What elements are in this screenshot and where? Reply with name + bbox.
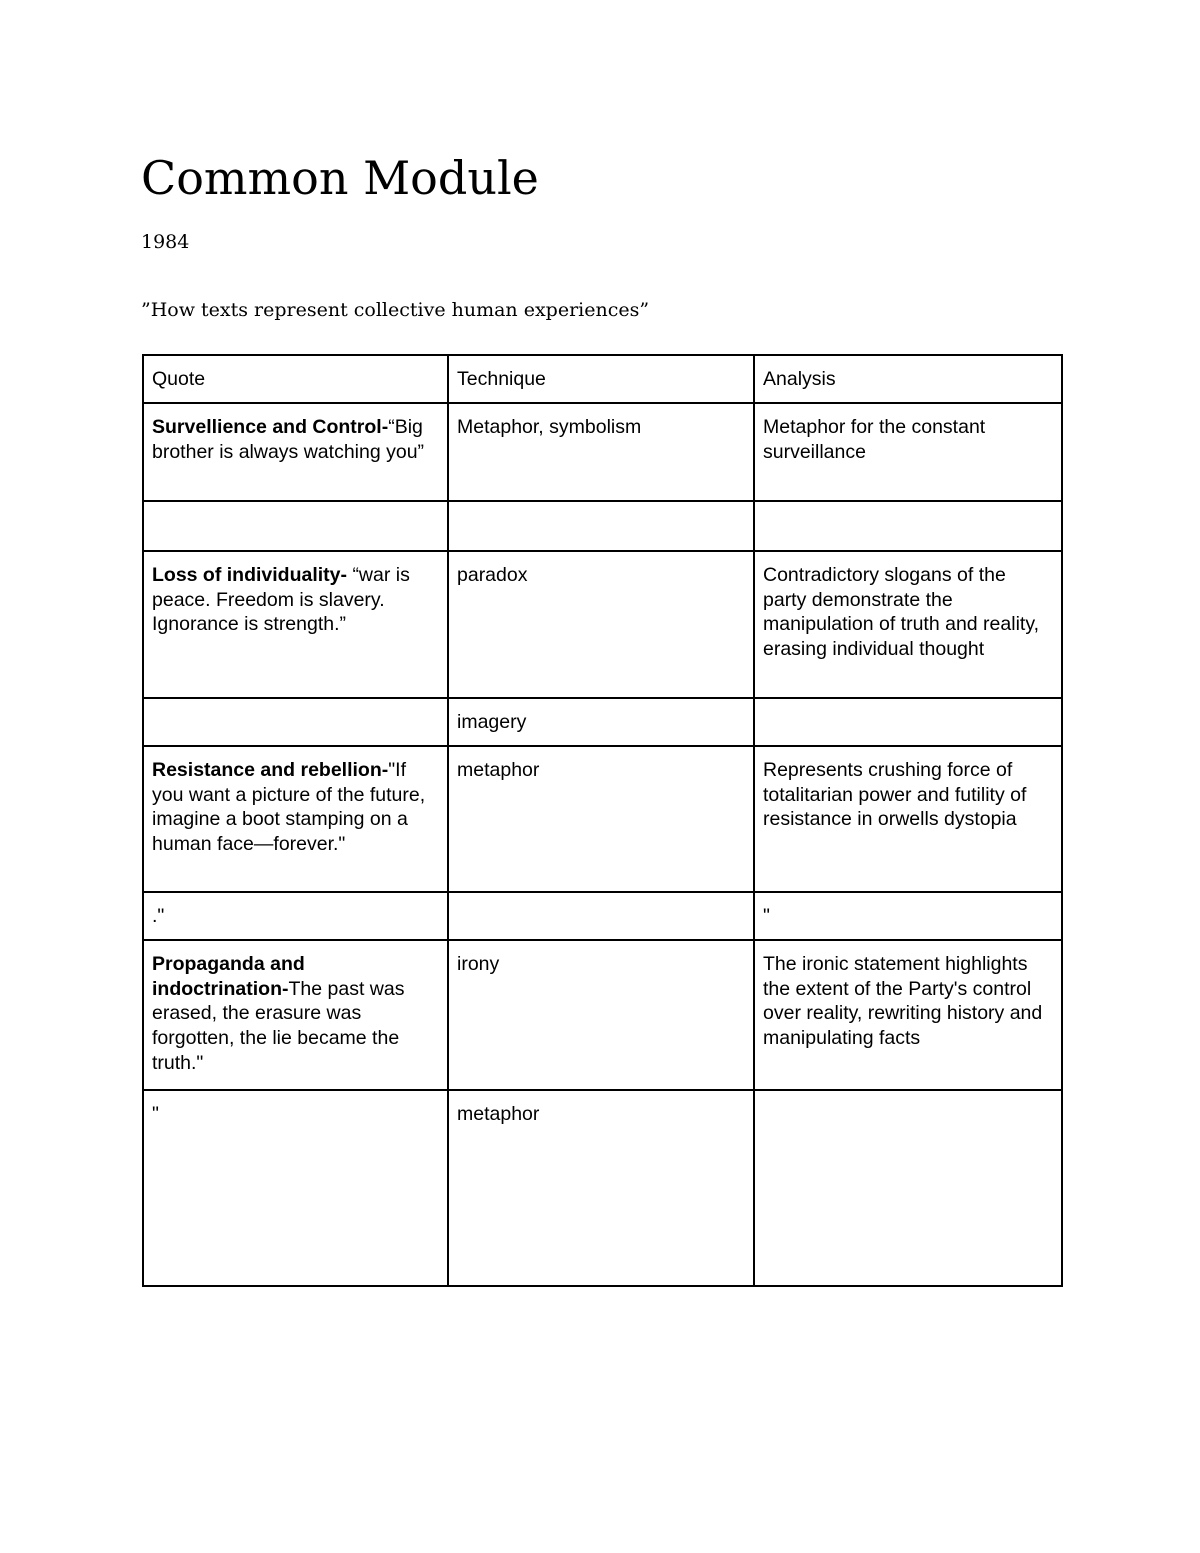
technique-cell: paradox <box>448 551 754 698</box>
table-row <box>143 940 1062 1090</box>
quote-theme: Survellience and Control- <box>152 416 389 438</box>
analysis-cell: " <box>754 892 1062 940</box>
technique-cell <box>448 501 754 551</box>
quote-text: The past was erased, the erasure was forgotten, the lie became the truth." <box>152 977 405 1074</box>
quote-cell <box>143 551 448 698</box>
table-row <box>143 746 1062 892</box>
technique-cell <box>448 892 754 940</box>
technique-cell: metaphor <box>448 1090 754 1286</box>
quote-text: ." <box>152 905 165 927</box>
technique-cell: metaphor <box>448 746 754 892</box>
quote-text: “Big brother is always watching you” <box>152 416 425 463</box>
quote-theme: Loss of individuality- <box>152 564 353 586</box>
quote-cell <box>143 698 448 746</box>
quote-theme: Propaganda and indoctrination- <box>152 953 305 1000</box>
table-row <box>143 403 1062 501</box>
quote-cell <box>143 892 448 940</box>
analysis-cell <box>754 698 1062 746</box>
quote-cell <box>143 1090 448 1286</box>
quote-text: " <box>152 1103 159 1125</box>
table-row <box>143 1090 1062 1286</box>
analysis-cell: The ironic statement highlights the extent of the Party's control over reality, rewriting history and manipulating facts <box>754 940 1062 1090</box>
technique-cell: irony <box>448 940 754 1090</box>
table-row <box>143 501 1062 551</box>
technique-cell: Metaphor, symbolism <box>448 403 754 501</box>
table-row <box>143 551 1062 698</box>
header-technique: Technique <box>448 355 754 403</box>
quote-text: "If you want a picture of the future, imagine a boot stamping on a human face—forever." <box>152 759 426 856</box>
analysis-cell <box>754 1090 1062 1286</box>
quote-text: “war is peace. Freedom is slavery. Ignorance is strength.” <box>152 564 410 636</box>
analysis-cell: Metaphor for the constant surveillance <box>754 403 1062 501</box>
module-prompt: ”How texts represent collective human experiences” <box>141 299 650 321</box>
document-title: Common Module <box>141 151 539 205</box>
analysis-cell: Contradictory slogans of the party demonstrate the manipulation of truth and reality, erasing individual thought <box>754 551 1062 698</box>
table-header-row <box>143 355 1062 403</box>
quote-theme: Resistance and rebellion- <box>152 759 389 781</box>
header-quote: Quote <box>143 355 448 403</box>
technique-cell: imagery <box>448 698 754 746</box>
table-row <box>143 892 1062 940</box>
analysis-cell <box>754 501 1062 551</box>
quote-cell <box>143 501 448 551</box>
quote-analysis-table <box>142 354 1063 1287</box>
quote-cell <box>143 940 448 1090</box>
header-analysis: Analysis <box>754 355 1062 403</box>
document-subtitle: 1984 <box>141 231 190 253</box>
analysis-cell: Represents crushing force of totalitarian power and futility of resistance in orwells dystopia <box>754 746 1062 892</box>
table-row <box>143 698 1062 746</box>
quote-cell <box>143 746 448 892</box>
quote-cell <box>143 403 448 501</box>
